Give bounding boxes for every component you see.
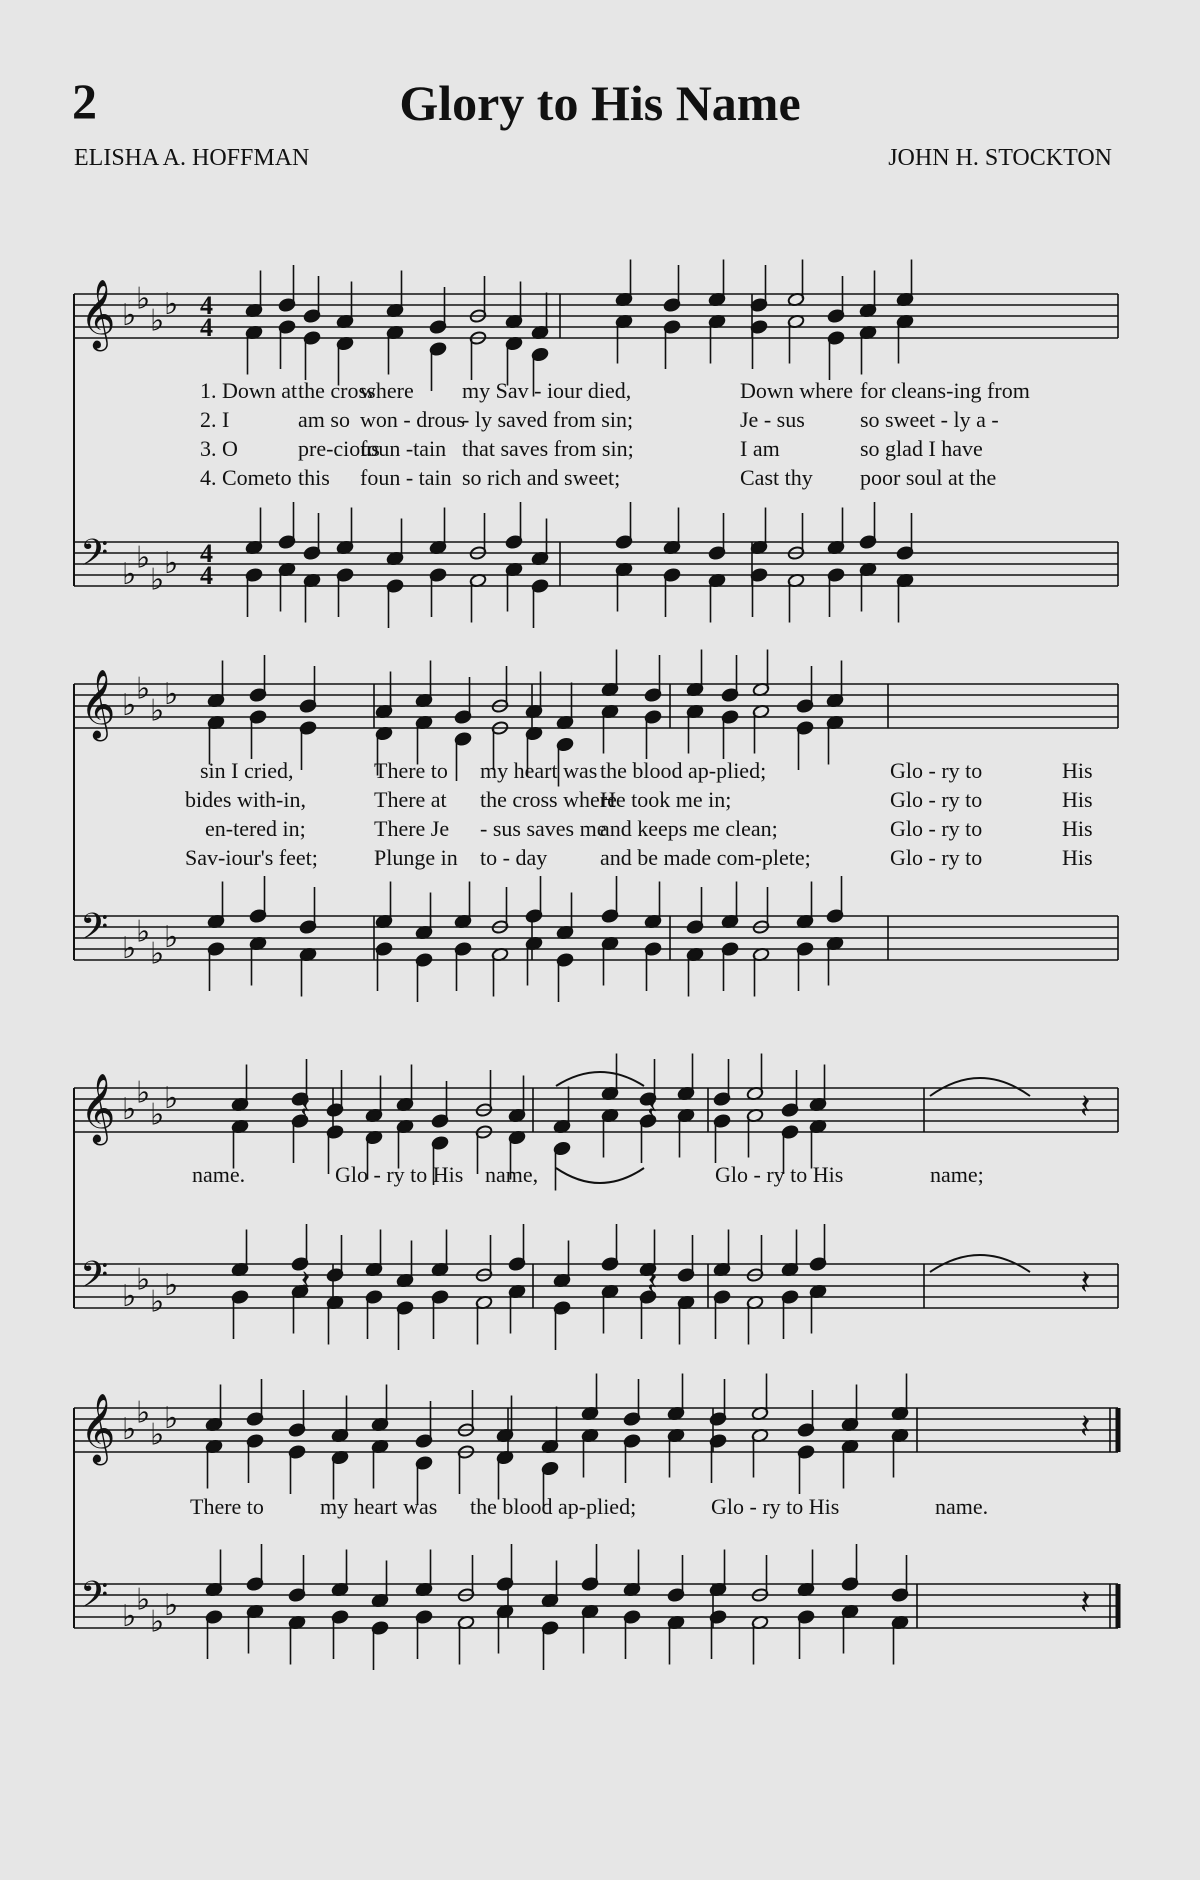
lyric-verse-1-fragment: Glo - ry to His: [711, 1494, 840, 1519]
flat-icon: ♭: [150, 1284, 165, 1320]
lyric-verse-1-fragment: name.: [935, 1494, 989, 1519]
treble-note-lower: [205, 1439, 223, 1488]
treble-note-lower: [303, 331, 321, 380]
treble-note-lower: [709, 1434, 727, 1483]
bass-note-lower: [686, 947, 704, 996]
bass-note-lower: [475, 1295, 493, 1344]
bass-clef-icon: 𝄢: [80, 906, 109, 957]
lyric-verse-3-fragment: - sus saves me: [480, 816, 607, 841]
treble-note: [713, 1059, 731, 1106]
lyric-verse-1-fragment: Down where: [740, 378, 854, 403]
lyric-verse-1-fragment: for cleans-ing from: [860, 378, 1030, 403]
bass-note-lower: [231, 1290, 249, 1339]
bass-note-lower: [396, 1301, 414, 1350]
bass-note: [299, 887, 317, 934]
treble-note-lower: [827, 331, 845, 380]
lyric-verse-2-fragment: bides with-in,: [185, 787, 306, 812]
lyric-verse-3-fragment: pre-cious: [298, 436, 380, 461]
flat-icon: ♭: [136, 1582, 151, 1618]
quarter-rest-icon: 𝄽: [1080, 1583, 1091, 1623]
bass-note-lower: [752, 947, 770, 996]
bass-note-lower: [415, 1610, 433, 1659]
lyric-verse-2-fragment: Je - sus: [740, 407, 805, 432]
treble-note-lower: [245, 325, 263, 374]
bass-note-lower: [891, 1615, 909, 1664]
lyric-verse-4-fragment: 4. Cometo: [200, 465, 292, 490]
bass-note-lower: [288, 1615, 306, 1664]
bass-note-lower: [457, 1615, 475, 1664]
lyric-verse-3-fragment: and keeps me clean;: [600, 816, 778, 841]
lyric-verse-2-fragment: Glo - ry to: [890, 787, 983, 812]
bass-note-lower: [431, 1290, 449, 1339]
treble-note-lower: [713, 1114, 731, 1163]
lyric-verse-1-fragment: name.: [192, 1162, 246, 1187]
bass-note: [326, 1235, 344, 1282]
bass-note-lower: [207, 942, 225, 991]
bass-note-lower: [299, 947, 317, 996]
treble-note: [581, 1374, 599, 1421]
flat-icon: ♭: [164, 1588, 179, 1623]
bass-note: [686, 887, 704, 934]
lyric-verse-1-fragment: Glo - ry to His: [335, 1162, 464, 1187]
lyric-verse-2-fragment: 2. I: [200, 407, 230, 432]
treble-note: [326, 1070, 344, 1117]
lyric-verse-3-fragment: en-tered in;: [205, 816, 306, 841]
bass-note-lower: [541, 1621, 559, 1670]
lyric-verse-4-fragment: so rich and sweet;: [462, 465, 621, 490]
treble-clef-icon: 𝄞: [80, 1073, 116, 1143]
treble-note: [896, 260, 914, 307]
treble-note: [708, 260, 726, 307]
treble-note: [709, 1379, 727, 1426]
bass-note: [581, 1544, 599, 1591]
treble-note: [288, 1390, 306, 1437]
bass-note-lower: [663, 568, 681, 617]
flat-icon: ♭: [136, 1395, 151, 1431]
bass-note: [207, 882, 225, 929]
lyric-verse-1-fragment: the blood ap-plied;: [470, 1494, 637, 1519]
treble-note-lower: [663, 320, 681, 369]
treble-note: [721, 655, 739, 702]
lyric-verse-4-fragment: to - day: [480, 845, 548, 870]
bass-note-lower: [371, 1621, 389, 1670]
lyric-verse-3-fragment: that saves from sin;: [462, 436, 634, 461]
lyric-verse-3-fragment: Glo - ry to: [890, 816, 983, 841]
bass-note-lower: [415, 953, 433, 1002]
staff-bass-1: [74, 906, 1118, 972]
bass-note-lower: [531, 579, 549, 628]
bass-note: [841, 1544, 859, 1591]
bass-note: [431, 1230, 449, 1277]
treble-note: [246, 1379, 264, 1426]
treble-note: [667, 1374, 685, 1421]
bass-note-lower: [331, 1610, 349, 1659]
lyric-verse-1-fragment: my heart was: [480, 758, 598, 783]
bass-note: [365, 1230, 383, 1277]
treble-note-lower: [644, 710, 662, 759]
lyric-verse-1-fragment: sin I cried,: [200, 758, 294, 783]
bass-note-lower: [375, 942, 393, 991]
bass-note: [781, 1230, 799, 1277]
flat-icon: ♭: [136, 914, 151, 950]
treble-note: [601, 650, 619, 697]
quarter-rest-icon: 𝄽: [300, 1087, 311, 1127]
bass-note: [288, 1555, 306, 1602]
staff-treble-2: [74, 1073, 1118, 1145]
treble-note: [677, 1054, 695, 1101]
treble-note: [827, 276, 845, 323]
treble-note: [796, 666, 814, 713]
flat-icon: ♭: [150, 1417, 165, 1453]
lyric-verse-3-fragment: foun -tain: [360, 436, 447, 461]
bass-note-lower: [787, 573, 805, 622]
bass-note-lower: [896, 573, 914, 622]
quarter-rest-icon: 𝄽: [647, 1087, 658, 1127]
bass-note: [796, 882, 814, 929]
staff-bass-2: [74, 1254, 1118, 1320]
lyric-verse-4-fragment: Glo - ry to: [890, 845, 983, 870]
time-signature-top: 4: [200, 291, 213, 320]
lyric-verse-2-fragment: the cross where: [480, 787, 617, 812]
slur: [930, 1078, 1030, 1096]
lyric-verse-1-fragment: the blood ap-plied;: [600, 758, 767, 783]
treble-note-lower: [249, 710, 267, 759]
lyric-verse-3-fragment: There Je: [374, 816, 450, 841]
bass-note: [278, 502, 296, 549]
bass-note-lower: [553, 1301, 571, 1350]
quarter-rest-icon: 𝄽: [1080, 1263, 1091, 1303]
bass-note: [859, 502, 877, 549]
flat-icon: ♭: [150, 562, 165, 598]
bass-note: [667, 1555, 685, 1602]
quarter-rest-icon: 𝄽: [1080, 1087, 1091, 1127]
treble-note-lower: [750, 320, 768, 369]
bass-note: [415, 1550, 433, 1597]
flat-icon: ♭: [122, 1279, 137, 1314]
bass-clef-icon: 𝄢: [80, 1254, 109, 1305]
lyric-verse-1-fragment: Glo - ry to His: [715, 1162, 844, 1187]
bass-note: [601, 876, 619, 923]
bass-note-lower: [797, 1610, 815, 1659]
bass-note: [245, 508, 263, 555]
treble-note: [686, 650, 704, 697]
bass-note: [663, 508, 681, 555]
bass-clef-icon: 𝄢: [80, 532, 109, 583]
treble-note: [644, 655, 662, 702]
bass-note: [896, 513, 914, 560]
bass-note: [205, 1550, 223, 1597]
bass-note-lower: [713, 1290, 731, 1339]
treble-note: [751, 1374, 769, 1421]
lyric-verse-2-fragment: There at: [374, 787, 447, 812]
treble-note: [601, 1054, 619, 1101]
flat-icon: ♭: [164, 287, 179, 322]
bass-note: [246, 1544, 264, 1591]
flat-icon: ♭: [122, 931, 137, 966]
treble-note: [303, 276, 321, 323]
time-signature-bottom: 4: [200, 561, 213, 590]
treble-note-lower: [623, 1434, 641, 1483]
treble-note-lower: [288, 1445, 306, 1494]
lyric-verse-4-fragment: and be made com-plete;: [600, 845, 811, 870]
treble-note-lower: [386, 325, 404, 374]
treble-note: [299, 666, 317, 713]
treble-note-lower: [331, 1450, 349, 1499]
treble-note-lower: [496, 1450, 514, 1499]
time-signature-bottom: 4: [200, 313, 213, 342]
bass-note: [525, 876, 543, 923]
treble-note: [623, 1379, 641, 1426]
treble-note-lower: [246, 1434, 264, 1483]
bass-note-lower: [469, 573, 487, 622]
bass-note: [809, 1224, 827, 1271]
bass-note-lower: [781, 1290, 799, 1339]
bass-note: [721, 882, 739, 929]
bass-note-lower: [429, 568, 447, 617]
bass-note-lower: [677, 1295, 695, 1344]
treble-clef-icon: 𝄞: [80, 279, 116, 349]
lyric-verse-1-fragment: There to: [374, 758, 448, 783]
bass-note-lower: [556, 953, 574, 1002]
staff-bass-0: [74, 532, 1118, 598]
flat-icon: ♭: [164, 546, 179, 581]
lyric-verse-3-fragment: so glad I have: [860, 436, 983, 461]
flat-icon: ♭: [150, 693, 165, 729]
lyric-verse-4-fragment: Plunge in: [374, 845, 458, 870]
lyric-verse-4-fragment: Sav-iour's feet;: [185, 845, 318, 870]
lyric-verse-3-fragment: His: [1062, 816, 1093, 841]
flat-icon: ♭: [122, 1412, 137, 1447]
lyric-verse-2-fragment: His: [1062, 787, 1093, 812]
lyric-verse-1-fragment: name;: [930, 1162, 984, 1187]
bass-note-lower: [365, 1290, 383, 1339]
treble-note-lower: [429, 342, 447, 391]
bass-note: [827, 508, 845, 555]
lyric-verse-4-fragment: Cast thy: [740, 465, 813, 490]
hymn-number: 2: [72, 73, 97, 129]
bass-note-lower: [623, 1610, 641, 1659]
lyric-verse-1-fragment: Glo - ry to: [890, 758, 983, 783]
quarter-rest-icon: 𝄽: [647, 1263, 658, 1303]
treble-note: [746, 1054, 764, 1101]
bass-note: [496, 1544, 514, 1591]
bass-clef-icon: 𝄢: [80, 1574, 109, 1625]
treble-note-lower: [841, 1439, 859, 1488]
treble-note-lower: [826, 715, 844, 764]
flat-icon: ♭: [150, 936, 165, 972]
bass-note: [429, 508, 447, 555]
bass-note-lower: [336, 568, 354, 617]
lyric-verse-2-fragment: - ly saved from sin;: [462, 407, 634, 432]
bass-note: [454, 882, 472, 929]
bass-note-lower: [746, 1295, 764, 1344]
lyric-verse-1-fragment: my heart was: [320, 1494, 438, 1519]
flat-icon: ♭: [164, 1401, 179, 1436]
treble-note-lower: [797, 1445, 815, 1494]
flat-icon: ♭: [164, 1081, 179, 1116]
lyric-verse-1-fragment: my Sav - iour died,: [462, 378, 632, 403]
treble-note: [615, 260, 633, 307]
bass-note: [336, 508, 354, 555]
treble-note: [249, 655, 267, 702]
lyric-verse-3-fragment: 3. O: [200, 436, 238, 461]
lyric-verse-1-fragment: There to: [190, 1494, 264, 1519]
treble-note-lower: [278, 320, 296, 369]
treble-note: [750, 265, 768, 312]
flat-icon: ♭: [164, 920, 179, 955]
treble-note-lower: [721, 710, 739, 759]
flat-icon: ♭: [150, 1097, 165, 1133]
bass-note-lower: [721, 942, 739, 991]
lyric-verse-1-fragment: where: [360, 378, 414, 403]
bass-note: [375, 882, 393, 929]
lyric-verse-2-fragment: am so: [298, 407, 350, 432]
treble-note: [278, 265, 296, 312]
bass-note-lower: [709, 1610, 727, 1659]
time-signature-top: 4: [200, 539, 213, 568]
slur: [556, 1168, 644, 1183]
treble-note: [663, 265, 681, 312]
treble-clef-icon: 𝄞: [80, 1393, 116, 1463]
composer-credit: JOHN H. STOCKTON: [888, 145, 1112, 171]
bass-note: [709, 1550, 727, 1597]
flat-icon: ♭: [122, 1599, 137, 1634]
staff-treble-0: [74, 279, 1118, 351]
bass-note: [249, 876, 267, 923]
lyric-verse-1-fragment: His: [1062, 758, 1093, 783]
flat-icon: ♭: [150, 303, 165, 339]
bass-note: [508, 1224, 526, 1271]
bass-note-lower: [667, 1615, 685, 1664]
bass-note: [797, 1550, 815, 1597]
treble-note-lower: [454, 732, 472, 781]
bass-note: [891, 1555, 909, 1602]
treble-note: [781, 1070, 799, 1117]
treble-note: [891, 1374, 909, 1421]
lyric-verse-1-fragment: name,: [485, 1162, 539, 1187]
flat-icon: ♭: [122, 557, 137, 592]
lyric-verse-2-fragment: won - drous: [360, 407, 466, 432]
hymn-title: Glory to His Name: [399, 75, 801, 131]
slur: [556, 1072, 644, 1086]
treble-clef-icon: 𝄞: [80, 669, 116, 739]
bass-note: [601, 1224, 619, 1271]
bass-note-lower: [245, 568, 263, 617]
bass-note-lower: [326, 1295, 344, 1344]
lyric-verse-1-fragment: the cross: [298, 378, 376, 403]
flat-icon: ♭: [136, 671, 151, 707]
bass-note-lower: [827, 568, 845, 617]
flat-icon: ♭: [136, 281, 151, 317]
flat-icon: ♭: [122, 298, 137, 333]
lyric-verse-4-fragment: foun - tain: [360, 465, 452, 490]
bass-note-lower: [303, 573, 321, 622]
treble-note-lower: [859, 325, 877, 374]
bass-note: [615, 502, 633, 549]
flat-icon: ♭: [136, 1075, 151, 1111]
bass-note: [750, 508, 768, 555]
treble-note-lower: [796, 721, 814, 770]
flat-icon: ♭: [136, 540, 151, 576]
flat-icon: ♭: [150, 1604, 165, 1640]
bass-note: [505, 502, 523, 549]
author-credit: ELISHA A. HOFFMAN: [74, 145, 310, 171]
bass-note-lower: [491, 947, 509, 996]
lyric-verse-1-fragment: 1. Down at: [200, 378, 298, 403]
bass-note: [708, 513, 726, 560]
lyric-verse-3-fragment: I am: [740, 436, 780, 461]
lyric-verse-2-fragment: so sweet - ly a -: [860, 407, 999, 432]
bass-note: [713, 1230, 731, 1277]
bass-note: [826, 876, 844, 923]
flat-icon: ♭: [136, 1262, 151, 1298]
bass-note-lower: [205, 1610, 223, 1659]
bass-note-lower: [386, 579, 404, 628]
bass-note: [231, 1230, 249, 1277]
bass-note-lower: [750, 568, 768, 617]
bass-note-lower: [708, 573, 726, 622]
treble-note-lower: [371, 1439, 389, 1488]
quarter-rest-icon: 𝄽: [300, 1263, 311, 1303]
treble-note: [752, 650, 770, 697]
treble-note-lower: [299, 721, 317, 770]
quarter-rest-icon: 𝄽: [1080, 1407, 1091, 1447]
treble-note: [797, 1390, 815, 1437]
bass-note: [623, 1550, 641, 1597]
treble-note: [787, 260, 805, 307]
flat-icon: ♭: [122, 1092, 137, 1127]
bass-note: [303, 513, 321, 560]
staff-treble-1: [74, 669, 1118, 741]
bass-note-lower: [454, 942, 472, 991]
bass-note: [644, 882, 662, 929]
flat-icon: ♭: [164, 1268, 179, 1303]
lyric-verse-4-fragment: this: [298, 465, 330, 490]
bass-note-lower: [796, 942, 814, 991]
bass-note-lower: [751, 1615, 769, 1664]
bass-note-lower: [644, 942, 662, 991]
bass-note: [331, 1550, 349, 1597]
flat-icon: ♭: [164, 677, 179, 712]
bass-note: [677, 1235, 695, 1282]
lyric-verse-4-fragment: His: [1062, 845, 1093, 870]
lyric-verse-4-fragment: poor soul at the: [860, 465, 997, 490]
flat-icon: ♭: [122, 688, 137, 723]
lyric-verse-2-fragment: He took me in;: [600, 787, 732, 812]
treble-note-lower: [553, 1141, 571, 1190]
